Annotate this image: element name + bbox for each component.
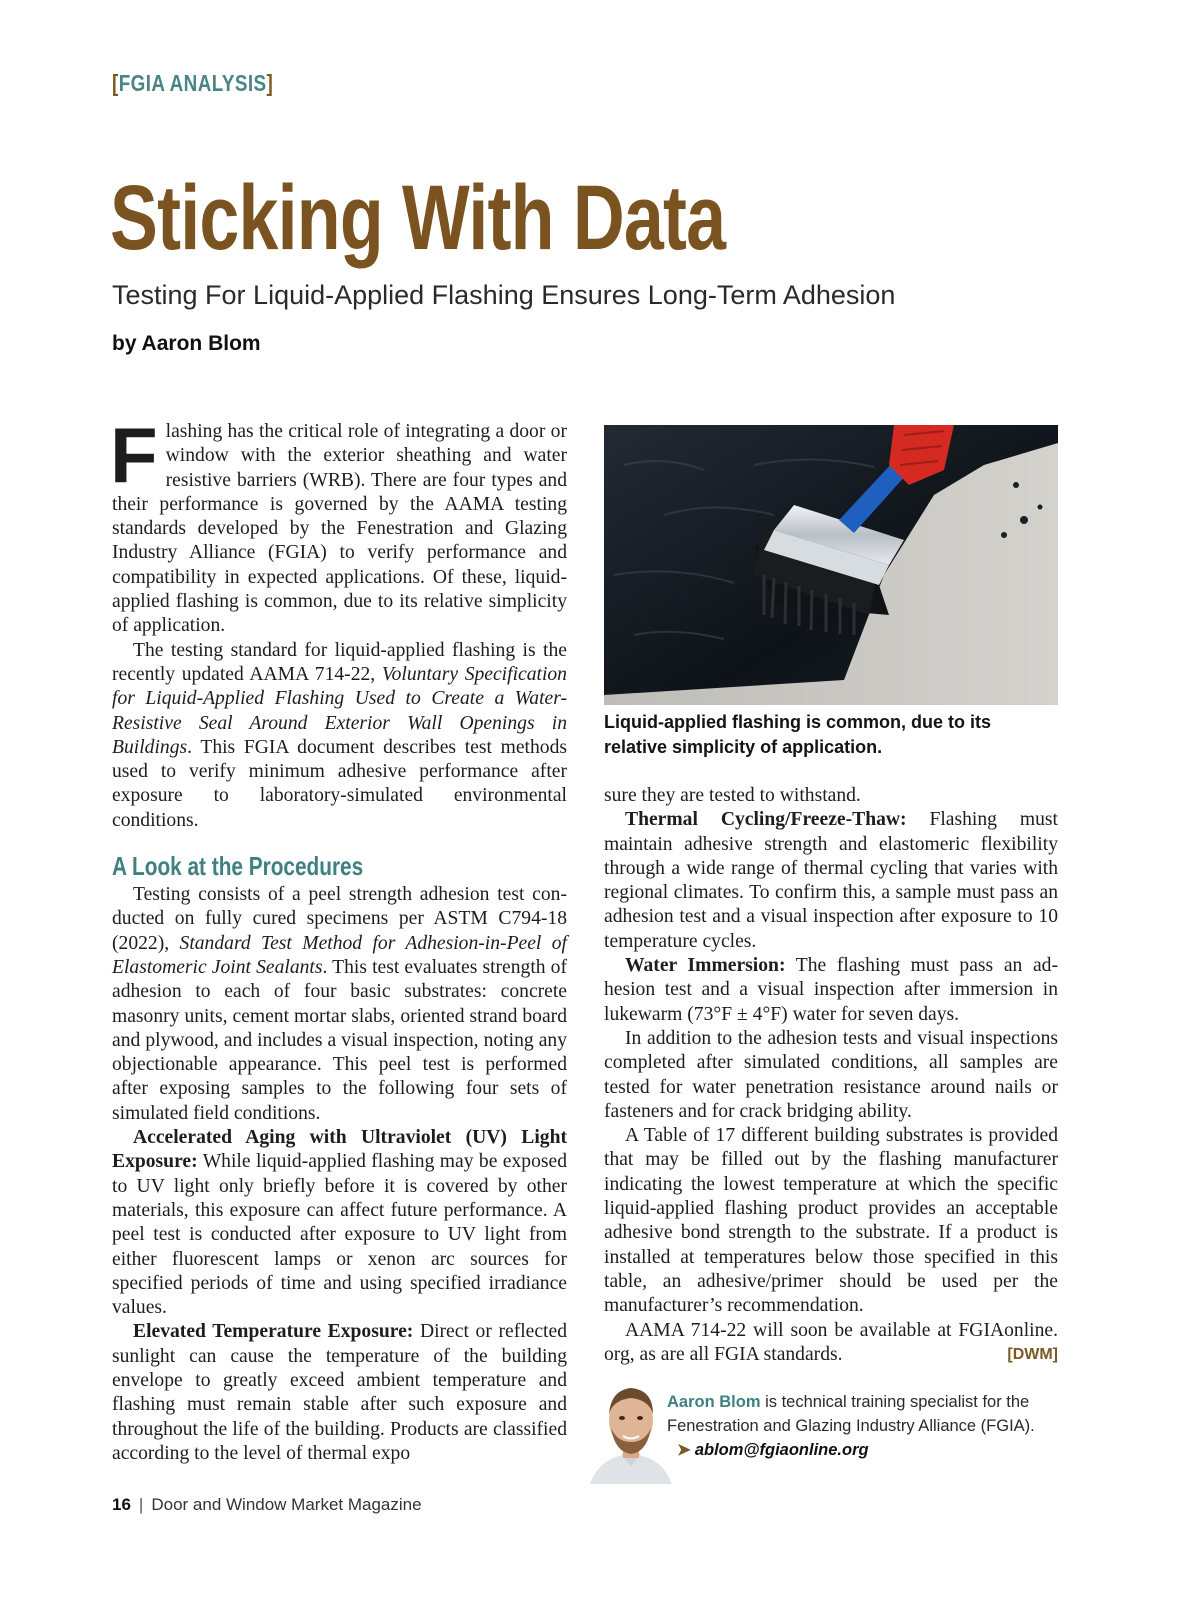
- author-description: is technical training specialist for the Fenestration and Glazing Industry Alliance (FGIA).: [667, 1393, 1035, 1435]
- flashing-photo: [604, 425, 1058, 705]
- paragraph-additional: In addition to the adhesion tests and visual inspections completed after simulated conditions, all samples are tested for water penetration resistance around nails or fasteners and for crack bridging ability.: [604, 1027, 1058, 1122]
- paragraph-elevated-temp: Elevated Temperature Exposure: Direct or reflected sunlight can cause the temperature of the building envelope to greatly exceed ambient temperature and flashing must remain stable after such exposure and throughout the life of the building. Products are classified according to the level of thermal expo: [112, 1321, 567, 1464]
- page-number: 16: [112, 1495, 131, 1514]
- end-tag: [DWM]: [1007, 1345, 1058, 1363]
- uv-heading: Accelerated Aging with Ultraviolet (UV) Light Exposure:: [112, 1127, 567, 1173]
- right-column: [604, 784, 1058, 1367]
- standard-title: Voluntary Specification for Liquid-Applied Flashing Used to Create a Water-Resistive Seal Around Exterior Wall Openings in Buildings: [112, 663, 567, 758]
- author-portrait: [585, 1376, 677, 1484]
- left-column: [110, 411, 568, 1466]
- paragraph-availability: AAMA 714-22 will soon be available at FGIAonline. org, as are all FGIA standards. [DWM]: [604, 1319, 1058, 1368]
- water-heading: Water Immersion:: [625, 955, 786, 977]
- photo-caption: Liquid-applied flashing is common, due to its relative simplicity of application.: [604, 712, 992, 757]
- publication-name: Door and Window Market Magazine: [151, 1495, 422, 1514]
- article-title: Sticking With Data: [110, 167, 726, 269]
- section-label: FGIA ANALYSIS: [118, 70, 267, 96]
- paragraph-standard: The testing standard for liquid-applied flashing is the recently updated AAMA 714-22, Voluntary Specification for Liquid-Applied Flashing Used to Create a Water-Resistive Seal Around Exterior Wall Openings in Buildings. This FGIA document describes test methods used to verify minimum adhesive performance after exposure to laboratory-simulated environmental conditions.: [112, 639, 567, 831]
- author-email[interactable]: [677, 1438, 1067, 1462]
- paragraph-table: A Table of 17 different building substrates is provided that may be filled out by the flashing manufacturer indicating the lowest temperature at which the specific liquid-applied flashing product provides an acceptable adhesive bond strength to the substrate. If a product is installed at temperatures below those specified in this table, an adhesive/primer should be used per the manufacturer’s recommendation.: [604, 1125, 1058, 1317]
- paragraph-thermal: Thermal Cycling/Freeze-Thaw: Flashing must maintain adhesive strength and elastomeric flexibility through a wide range of thermal cycling that varies with regional climates. To confirm this, a sample must pass an adhesion test and a visual inspection after exposure to 10 temperature cycles.: [604, 809, 1058, 952]
- paragraph-testing: Testing consists of a peel strength adhesion test conducted on fully cured specimens per ASTM C794-18 (2022), Standard Test Method for Adhesion-in-Peel of Elastomeric Joint Sealants. This test evaluates strength of adhesion to each of four basic substrates: concrete masonry units, cement mortar slabs, oriented strand board and plywood, and includes a visual inspection, noting any objectionable appearance. This peel test is performed after exposing samples to the following four sets of simulated field conditions.: [112, 884, 568, 1124]
- author-photo: [585, 1376, 677, 1484]
- paragraph-uv: Accelerated Aging with Ultraviolet (UV) Light Exposure: While liquid-applied flashing may be exposed to UV light only briefly before it is covered by other materials, this exposure can affect future performance. A peel test is conducted after exposure to UV light from either fluorescent lamps or xenon arc sources for specified periods of time and using specified irradiance values.: [112, 1127, 567, 1319]
- paragraph-continued: sure they are tested to withstand.: [604, 785, 861, 806]
- section-tag: [112, 70, 273, 97]
- flashing-illustration: [604, 425, 1058, 705]
- drop-cap: F: [110, 411, 158, 499]
- paragraph-water: Water Immersion: The flashing must pass an adhesion test and a visual inspection after immersion in lukewarm (73°F ± 4°F) water for seven days.: [604, 955, 1058, 1025]
- intro-text: lashing has the critical role of integrating a door or window with the exterior sheathing and water resistive barriers (WRB). There are four types and their performance is governed by the AAMA testing standards developed by the Fenestration and Glazing Industry Alliance (FGIA) to verify performance and compatibility in expected applications. Of these, liquid-applied flashing is common, due to its relative simplicity of application.: [112, 421, 567, 637]
- footer-separator: |: [138, 1495, 144, 1514]
- bracket-open: [: [112, 70, 119, 96]
- byline: by Aaron Blom: [112, 332, 261, 355]
- author-bio: [667, 1390, 1067, 1462]
- arrow-icon: ➤: [677, 1441, 691, 1459]
- elevated-temp-heading: Elevated Temperature Exposure:: [133, 1321, 414, 1343]
- section-heading: A Look at the Procedures: [112, 851, 364, 882]
- thermal-heading: Thermal Cycling/Freeze-Thaw:: [625, 809, 907, 831]
- email-text: ablom@fgiaonline.org: [694, 1441, 869, 1459]
- page-footer: [112, 1495, 422, 1515]
- astm-title: Standard Test Method for Adhesion-in-Peel of Elastomeric Joint Sealants: [112, 932, 567, 978]
- article-subtitle: Testing For Liquid-Applied Flashing Ensures Long-Term Adhesion: [112, 280, 896, 310]
- bracket-close: ]: [266, 70, 274, 96]
- intro-paragraph: [110, 411, 567, 639]
- author-name: Aaron Blom: [667, 1393, 761, 1411]
